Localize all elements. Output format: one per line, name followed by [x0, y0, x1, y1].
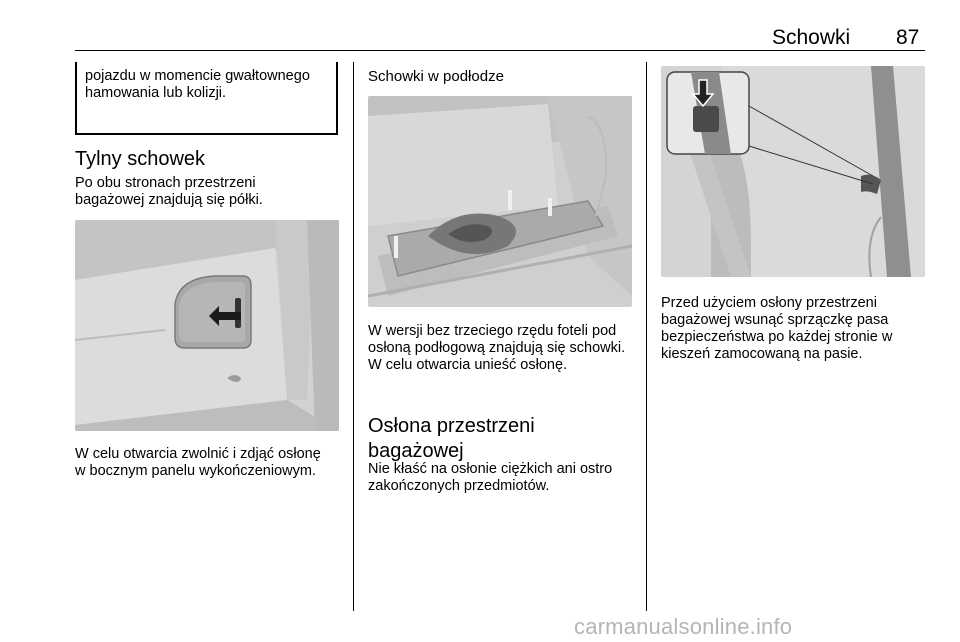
column-divider-1: [353, 62, 354, 611]
load-cover-warning: Nie kłaść na osłonie ciężkich ani ostro zakończonych przedmiotów.: [368, 461, 613, 494]
seatbelt-buckle-illustration: [661, 66, 925, 277]
note-text: pojazdu w momencie gwałtownego hamowania lub kolizji.: [85, 68, 310, 101]
seatbelt-instruction-text: Przed użyciem osłony przestrzeni bagażowej wsunąć sprzączkę pasa bezpieczeństwa po każdej stronie w kieszeń zamocowaną na pasie.: [661, 295, 893, 362]
watermark: carmanualsonline.info: [574, 614, 793, 639]
caption-side-panel: W celu otwarcia zwolnić i zdjąć osłonę w bocznym panelu wykończeniowym.: [75, 446, 321, 479]
side-panel-illustration: [75, 220, 339, 431]
floor-storage-text: W wersji bez trzeciego rzędu foteli pod osłoną podłogową znajdują się schowki. W celu otwarcia unieść osłonę.: [368, 323, 626, 373]
page-number: 87: [896, 26, 920, 49]
floor-storage-illustration: [368, 96, 632, 307]
column-divider-2: [646, 62, 647, 611]
intro-paragraph: Po obu stronach przestrzeni bagażowej znajdują się półki.: [75, 175, 263, 208]
heading-load-cover: Osłona przestrzeni bagażowej: [368, 415, 535, 462]
note-box: [75, 62, 338, 135]
heading-rear-storage: Tylny schowek: [75, 148, 206, 170]
section-title: Schowki: [772, 26, 851, 49]
subheading-floor-storage: Schowki w podłodze: [368, 68, 504, 85]
header-rule: [75, 50, 925, 51]
